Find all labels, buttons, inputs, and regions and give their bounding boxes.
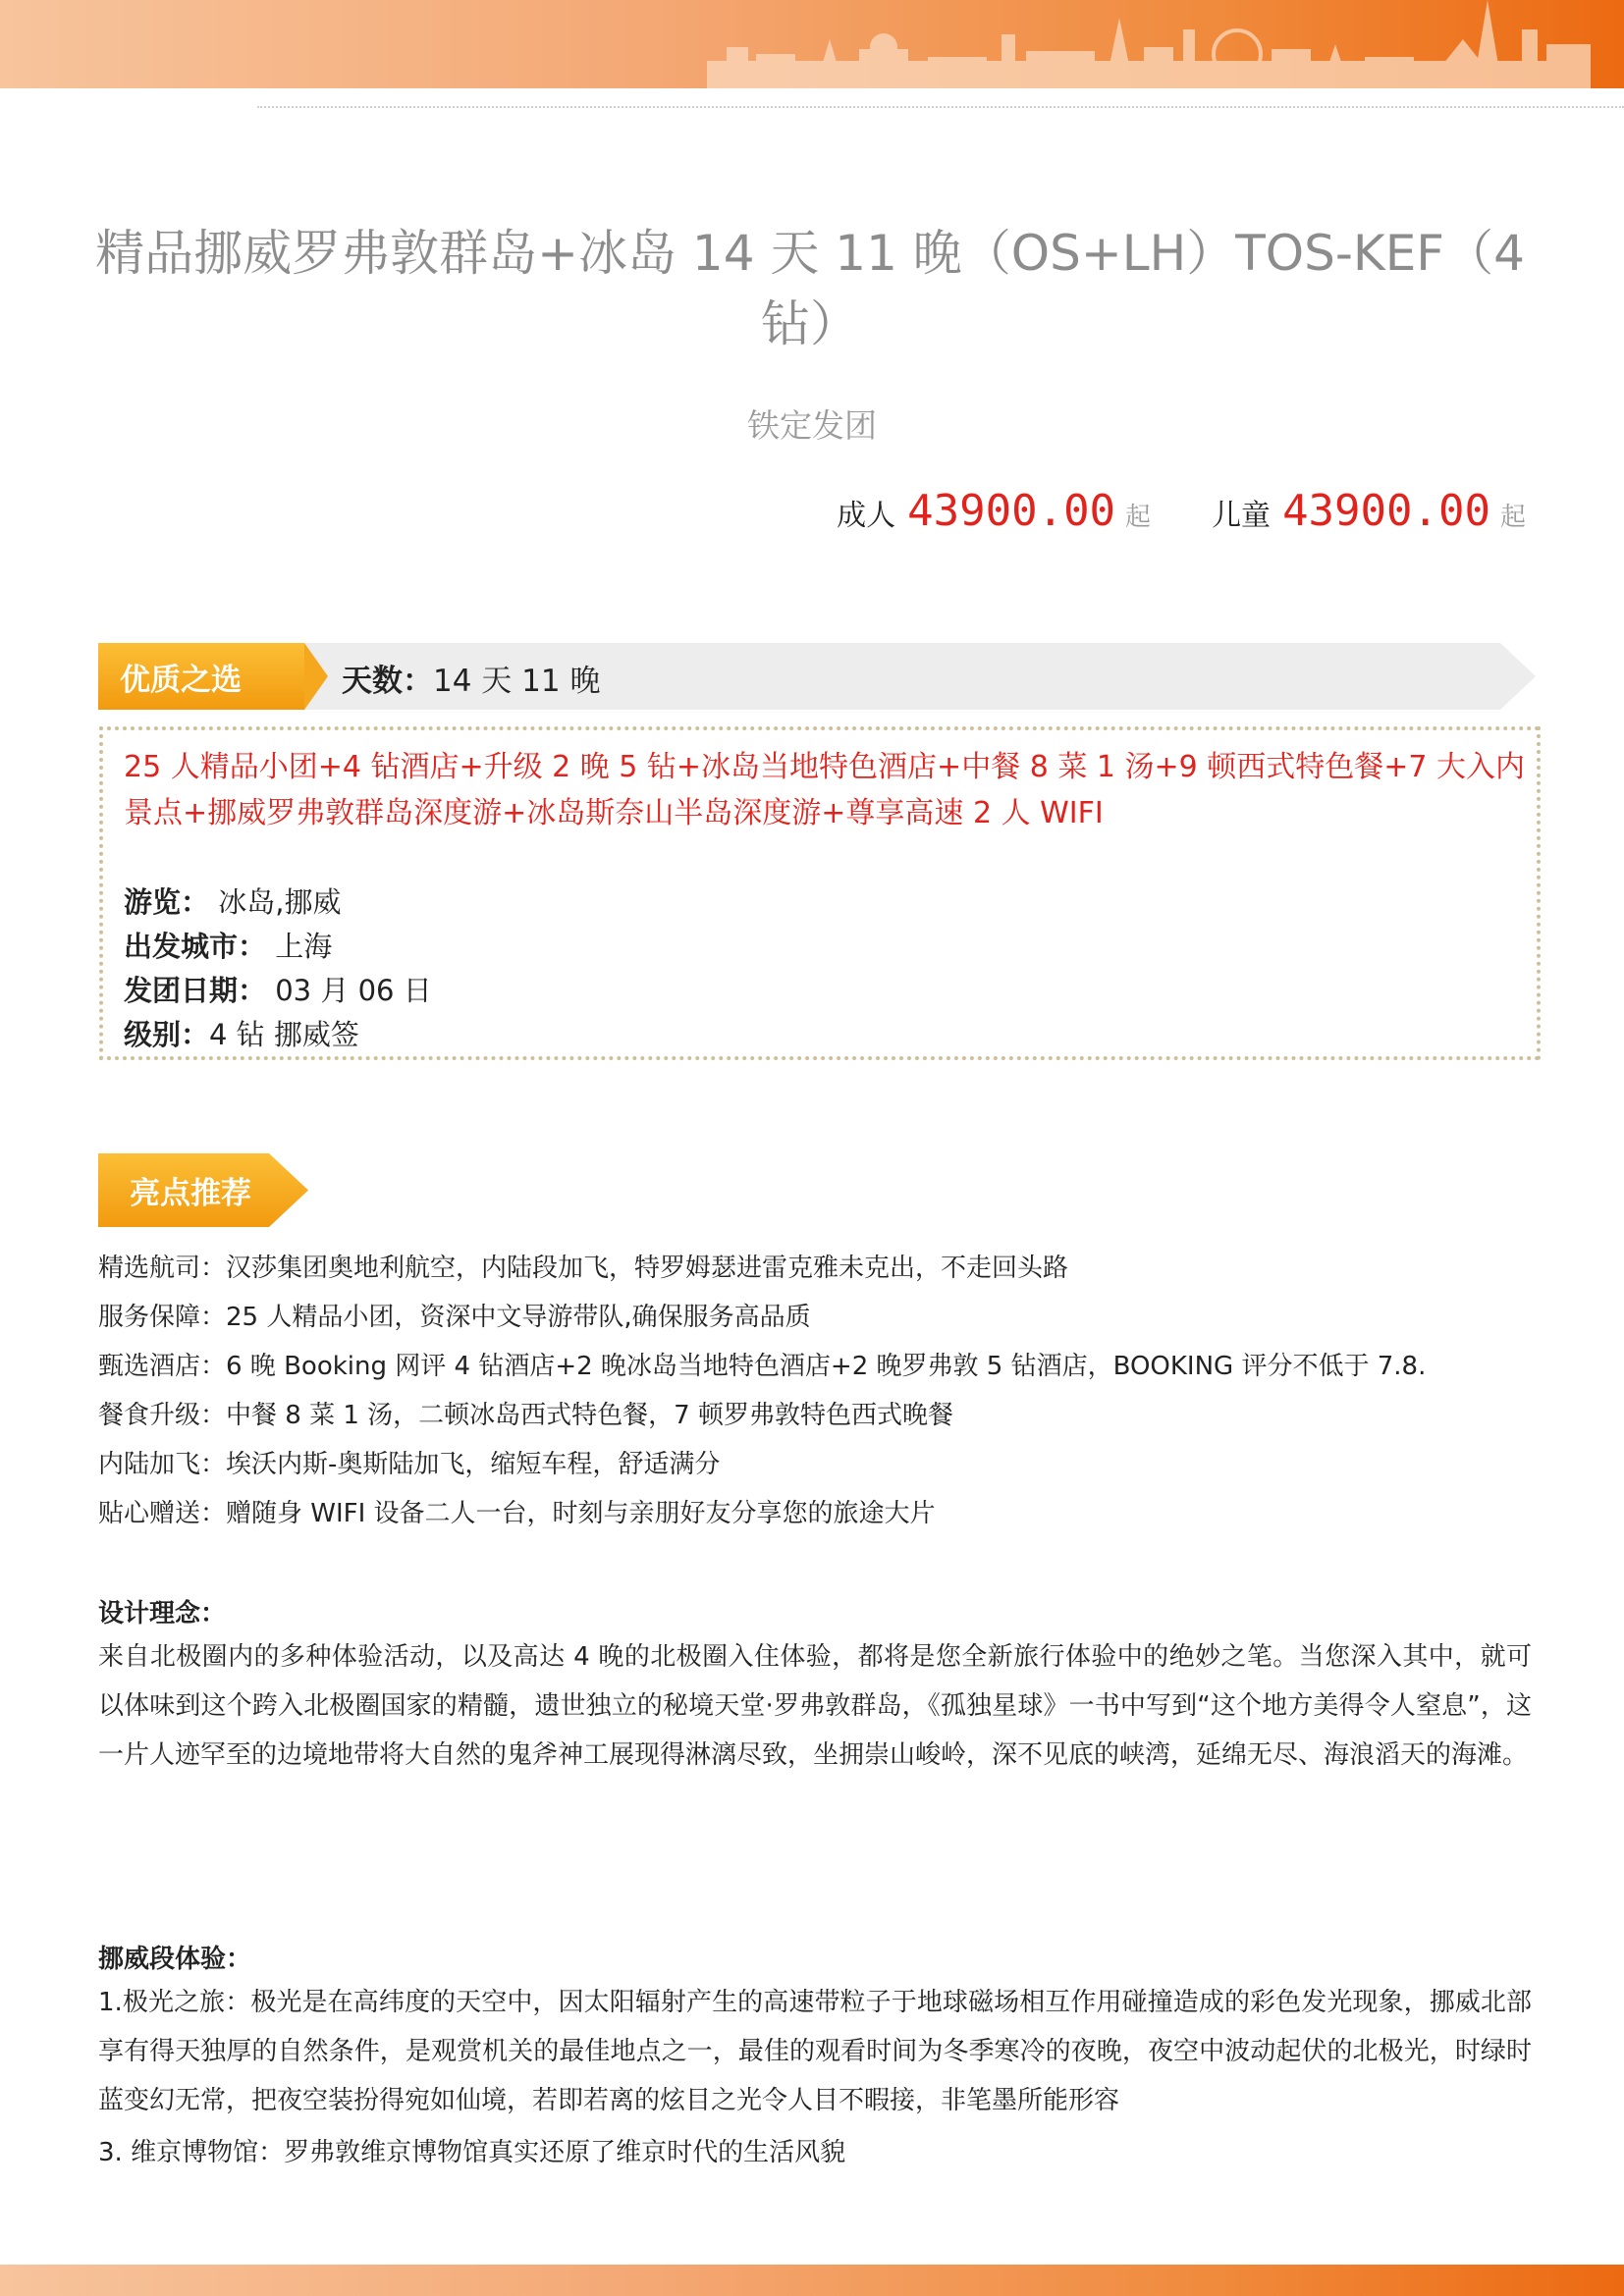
date-label: 发团日期： xyxy=(124,974,267,1007)
price-row xyxy=(837,486,1526,536)
norway-item-1: 1.极光之旅：极光是在高纬度的天空中，因太阳辐射产生的高速带粒子于地球磁场相互作用碰撞造成的彩色发光现象，挪威北部享有得天独厚的自然条件，是观赏机关的最佳地点之一，最佳的观看时间为冬季寒冷的夜晚，夜空中波动起伏的北极光，时绿时蓝变幻无常，把夜空装扮得宛如仙境，若即若离的炫目之光令人目不暇接，非笔墨所能形容 xyxy=(98,1988,1532,2115)
norway-title: 挪威段体验： xyxy=(98,1945,252,1974)
highlight-item: 服务保障：25 人精品小团，资深中文导游带队,确保服务高品质 xyxy=(98,1303,811,1332)
tour-value: 冰岛,挪威 xyxy=(209,885,342,919)
city-row xyxy=(124,925,332,965)
date-row xyxy=(124,969,432,1009)
city-value: 上海 xyxy=(266,930,333,963)
tour-label: 游览： xyxy=(124,885,210,919)
tour-row xyxy=(124,881,341,921)
level-value: 4 钻 挪威签 xyxy=(209,1018,359,1051)
highlight-item: 甄选酒店：6 晚 Booking 网评 4 钻酒店+2 晚冰岛当地特色酒店+2 晚罗弗敦 5 钻酒店，BOOKING 评分不低于 7.8. xyxy=(98,1352,1427,1381)
highlights-tab-label: 亮点推荐 xyxy=(130,1176,251,1211)
highlight-item: 内陆加飞：埃沃内斯-奥斯陆加飞，缩短车程，舒适满分 xyxy=(98,1450,721,1479)
highlight-item: 贴心赠送：赠随身 WIFI 设备二人一台，时刻与亲朋好友分享您的旅途大片 xyxy=(98,1499,936,1528)
level-row xyxy=(124,1013,359,1053)
days-label: 天数： xyxy=(342,664,433,699)
adult-price: 43900.00 xyxy=(907,486,1116,536)
highlight-item: 餐食升级：中餐 8 菜 1 汤，二顿冰岛西式特色餐，7 顿罗弗敦特色西式晚餐 xyxy=(98,1401,953,1430)
skyline-illustration xyxy=(0,0,1624,88)
date-value: 03 月 06 日 xyxy=(266,974,432,1007)
header-banner xyxy=(0,0,1624,88)
child-price-suffix: 起 xyxy=(1499,503,1526,532)
city-label: 出发城市： xyxy=(124,930,267,963)
child-price: 43900.00 xyxy=(1282,486,1490,536)
page-subtitle: 铁定发团 xyxy=(747,406,877,445)
header-divider xyxy=(257,106,1624,108)
level-label: 级别： xyxy=(124,1018,210,1051)
package-highlight: 25 人精品小团+4 钻酒店+升级 2 晚 5 钻+冰岛当地特色酒店+中餐 8 菜 1 汤+9 顿西式特色餐+7 大入内景点+挪威罗弗敦群岛深度游+冰岛斯奈山半岛深度游+尊享高速 2 人 WIFI xyxy=(124,750,1526,830)
highlight-item: 精选航司：汉莎集团奥地利航空，内陆段加飞，特罗姆瑟进雷克雅未克出，不走回头路 xyxy=(98,1254,1069,1283)
child-price-label: 儿童 xyxy=(1212,499,1272,533)
days-value: 14 天 11 晚 xyxy=(433,664,601,699)
page-title: 精品挪威罗弗敦群岛+冰岛 14 天 11 晚（OS+LH）TOS-KEF（4钻） xyxy=(95,225,1525,352)
footer-bar xyxy=(0,2265,1624,2296)
quality-tab-label: 优质之选 xyxy=(120,663,242,698)
adult-price-suffix: 起 xyxy=(1125,503,1152,532)
norway-item-3: 3. 维京博物馆：罗弗敦维京博物馆真实还原了维京时代的生活风貌 xyxy=(98,2138,846,2167)
quality-tab-arrow xyxy=(304,643,328,710)
design-title: 设计理念： xyxy=(98,1599,227,1629)
days-info xyxy=(342,656,600,700)
design-text: 来自北极圈内的多种体验活动，以及高达 4 晚的北极圈入住体验，都将是您全新旅行体验中的绝妙之笔。当您深入其中，就可以体味到这个跨入北极圈国家的精髓，遗世独立的秘境天堂·罗弗敦群岛，《孤独星球》一书中写到“这个地方美得令人窒息”，这一片人迹罕至的边境地带将大自然的鬼斧神工展现得淋漓尽致，坐拥崇山峻岭，深不见底的峡湾，延绵无尽、海浪滔天的海滩。 xyxy=(98,1642,1532,1770)
adult-price-label: 成人 xyxy=(837,499,896,533)
